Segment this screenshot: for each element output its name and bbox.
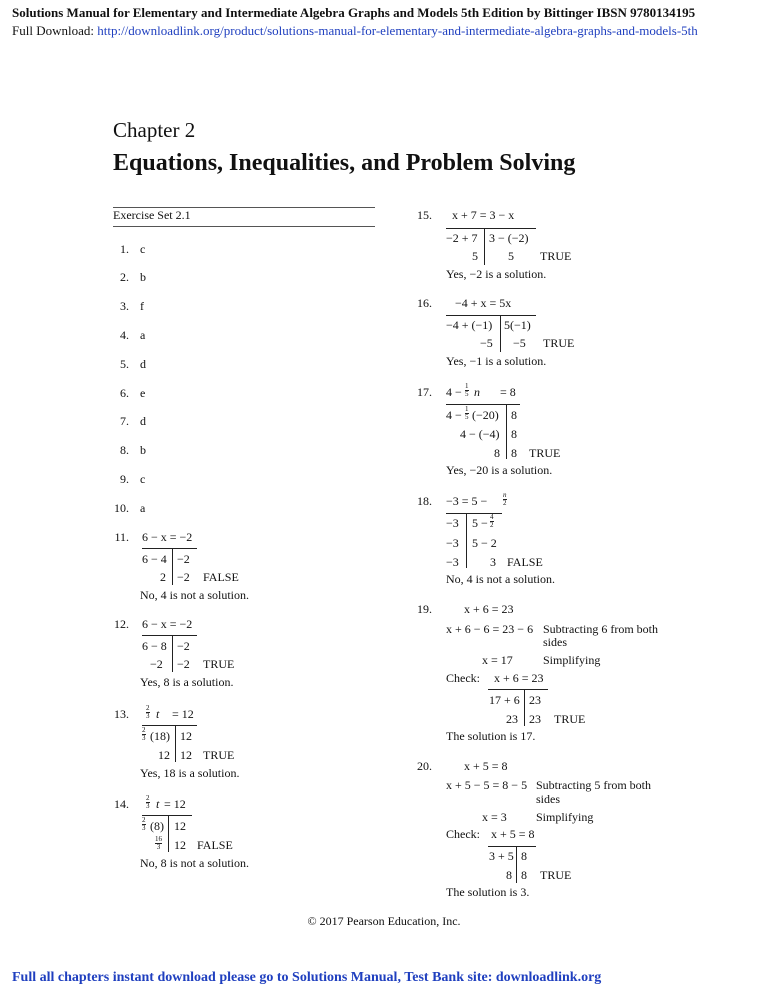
verdict: TRUE [543, 336, 575, 350]
answer: b [140, 443, 146, 457]
verdict: TRUE [540, 868, 572, 882]
chapter-label: Chapter 2 [113, 118, 196, 142]
answer: c [140, 472, 146, 486]
answer: a [140, 501, 146, 515]
verdict: TRUE [554, 712, 586, 726]
verdict: TRUE [540, 249, 572, 263]
copyright-footer: © 2017 Pearson Education, Inc. [307, 914, 461, 928]
verdict: TRUE [529, 446, 561, 460]
chapter-title: Equations, Inequalities, and Problem Solving [113, 150, 576, 176]
download-banner[interactable]: Full all chapters instant download please go to Solutions Manual, Test Bank site: downloadlink.org [12, 970, 602, 985]
verdict: TRUE [203, 748, 235, 762]
verdict: TRUE [203, 657, 235, 671]
header-title: Solutions Manual for Elementary and Intermediate Algebra Graphs and Models 5th Edition by Bittinger IBSN 9780134195 [12, 5, 696, 20]
answer: c [140, 242, 146, 256]
answer: d [140, 414, 146, 428]
answer: d [140, 357, 146, 371]
answer: e [140, 386, 146, 400]
header-download: Full Download: http://downloadlink.org/product/solutions-manual-for-elementary-and-intermediate-algebra-graphs-and-models-5th [12, 23, 698, 38]
verdict: FALSE [203, 570, 239, 584]
answer: a [140, 328, 146, 342]
answer: f [140, 299, 144, 313]
fraction: $\frac{2}{3}$ [146, 703, 150, 720]
section-title: Exercise Set 2.1 [113, 208, 191, 222]
verdict: FALSE [197, 838, 233, 852]
answer: b [140, 270, 146, 284]
download-link[interactable]: http://downloadlink.org/product/solutions-manual-for-elementary-and-intermediate-algebra-graphs-and-models-5th [97, 23, 698, 38]
verdict: FALSE [507, 555, 543, 569]
section-rule-bottom [113, 226, 375, 227]
